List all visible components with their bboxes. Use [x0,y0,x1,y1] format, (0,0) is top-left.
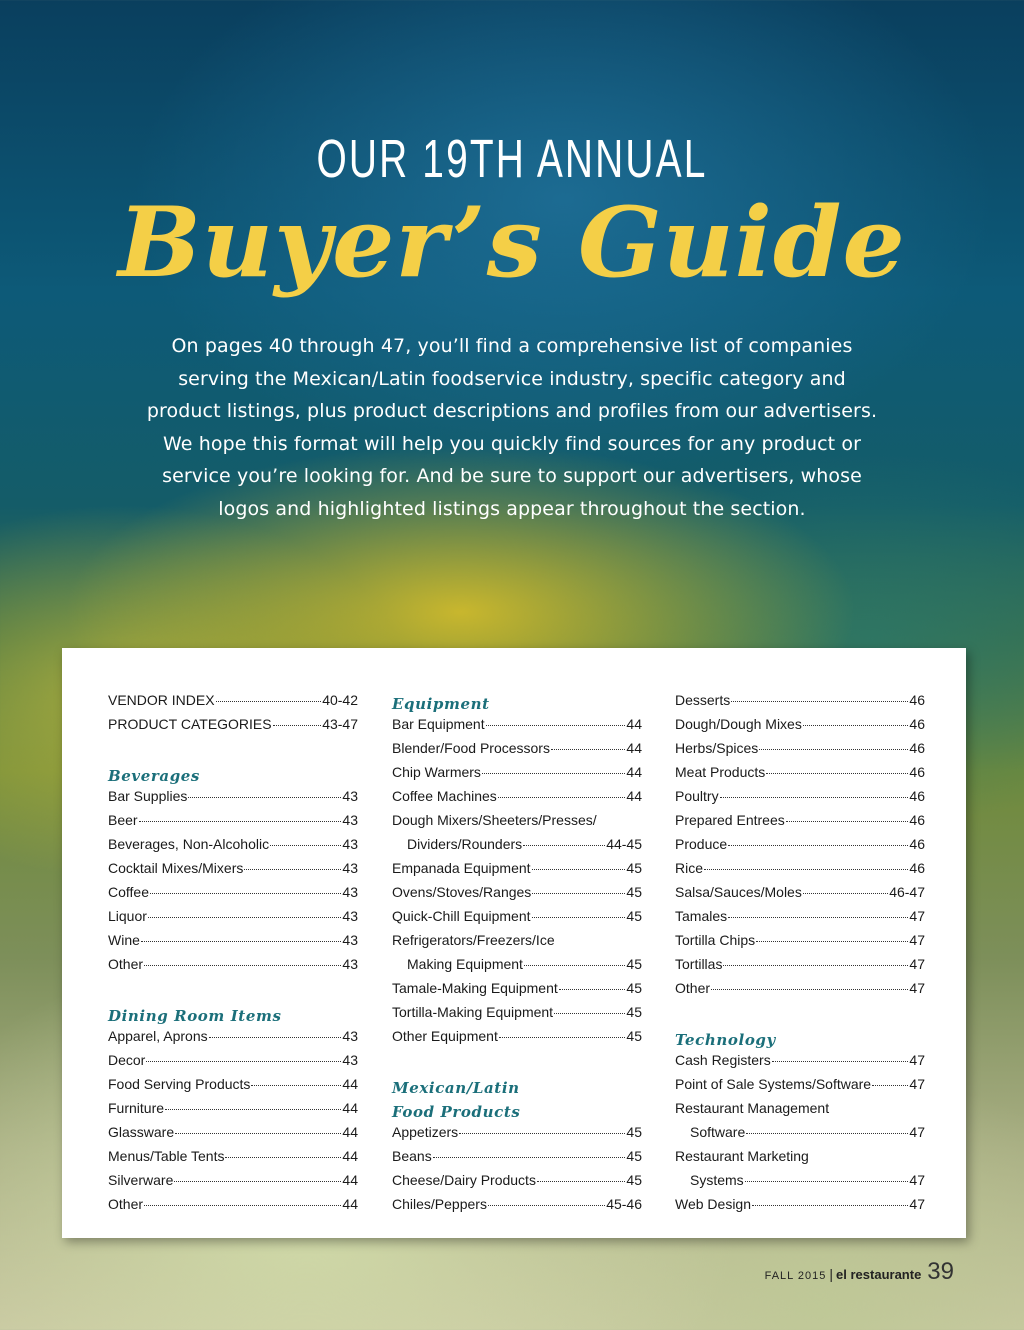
dot-leader [756,941,908,942]
entry-label: Restaurant Management [675,1100,830,1116]
entry-label: Furniture [108,1100,165,1116]
index-entry [392,812,642,836]
page-footer [765,1258,954,1288]
entry-label: Poultry [675,788,719,804]
entry-label: Prepared Entrees [675,812,785,828]
dot-leader [532,869,626,870]
index-column-1 [108,692,358,1220]
page-number: 39 [927,1258,954,1285]
entry-label: Beverages, Non-Alcoholic [108,836,270,852]
dot-leader [772,1061,909,1062]
spacer [675,1004,925,1028]
entry-label: Cash Registers [675,1052,771,1068]
entry-label: PRODUCT CATEGORIES [108,716,272,732]
entry-page: 43 [342,836,358,852]
entry-page: 47 [909,956,925,972]
index-entry [675,908,925,932]
index-entry [392,980,642,1004]
entry-page: 46 [909,740,925,756]
entry-page: 47 [909,908,925,924]
index-entry [392,788,642,812]
index-entry [392,932,642,956]
entry-page: 44 [342,1196,358,1212]
dot-leader [554,1013,625,1014]
index-entry [108,860,358,884]
entry-page: 47 [909,980,925,996]
entry-page: 44 [626,716,642,732]
entry-label: Web Design [675,1196,752,1212]
entry-label: Making Equipment [407,956,523,972]
index-entry [108,1028,358,1052]
entry-label: Other [675,980,711,996]
entry-page: 47 [909,932,925,948]
entry-label: Other [108,956,144,972]
index-entry [675,836,925,860]
dot-leader [728,845,908,846]
category-heading-mexican-latin: Mexican/Latin [392,1079,520,1097]
entry-label: Ovens/Stoves/Ranges [392,884,532,900]
entry-page: 45 [626,1004,642,1020]
index-entry [392,836,642,860]
entry-label: VENDOR INDEX [108,692,215,708]
dot-leader [786,821,909,822]
dot-leader [759,749,908,750]
entry-label: Menus/Table Tents [108,1148,225,1164]
dot-leader [711,989,908,990]
entry-label: Quick-Chill Equipment [392,908,531,924]
entry-page: 45 [626,908,642,924]
index-entry [675,1076,925,1100]
entry-label: Dividers/Rounders [407,836,523,852]
dot-leader [766,773,908,774]
index-entry [108,788,358,812]
entry-label: Software [690,1124,746,1140]
dot-leader [537,1181,625,1182]
entry-label: Other Equipment [392,1028,498,1044]
entry-label: Restaurant Marketing [675,1148,809,1164]
entry-page: 46 [909,860,925,876]
entry-label: Dough Mixers/Sheeters/Presses/ [392,812,597,828]
index-entry [108,956,358,980]
index-entry [675,1196,925,1220]
spacer [392,1052,642,1076]
index-entry [108,812,358,836]
index-entry [675,764,925,788]
entry-page: 46 [909,716,925,732]
entry-page: 44 [342,1124,358,1140]
entry-label: Tortilla Chips [675,932,756,948]
entry-page: 45-46 [606,1196,642,1212]
entry-page: 45 [626,1148,642,1164]
entry-page: 45 [626,1028,642,1044]
dot-leader [144,1205,341,1206]
entry-page: 47 [909,1172,925,1188]
dot-leader [150,893,341,894]
index-entry [675,932,925,956]
entry-label: Bar Equipment [392,716,485,732]
dot-leader [188,797,341,798]
index-entry [392,884,642,908]
dot-leader [175,1133,341,1134]
index-entry [108,932,358,956]
entry-page: 44 [342,1148,358,1164]
dot-leader [723,965,908,966]
entry-label: Systems [690,1172,744,1188]
index-entry [392,740,642,764]
entry-page: 44 [626,764,642,780]
index-entry [108,884,358,908]
index-entry [108,692,358,716]
entry-page: 43 [342,884,358,900]
dot-leader [165,1109,341,1110]
dot-leader [144,965,341,966]
index-entry [108,908,358,932]
index-entry [108,1100,358,1124]
dot-leader [720,797,909,798]
dot-leader [488,1205,605,1206]
dot-leader [244,869,341,870]
dot-leader [209,1037,342,1038]
index-entry [108,1196,358,1220]
entry-page: 46 [909,788,925,804]
dot-leader [139,821,342,822]
index-column-3 [675,692,925,1220]
index-entry [392,1004,642,1028]
entry-label: Coffee Machines [392,788,497,804]
dot-leader [551,749,625,750]
entry-label: Chip Warmers [392,764,481,780]
entry-label: Other [108,1196,144,1212]
category-heading-technology: Technology [675,1031,776,1049]
dot-leader [746,1133,908,1134]
entry-page: 43 [342,1052,358,1068]
entry-label: Tamales [675,908,728,924]
index-column-2 [392,692,642,1220]
dot-leader [532,917,626,918]
entry-page: 44 [626,788,642,804]
index-panel [62,648,966,1238]
entry-label: Herbs/Spices [675,740,759,756]
entry-page: 46-47 [889,884,925,900]
entry-page: 47 [909,1052,925,1068]
index-entry [675,788,925,812]
index-entry [675,1100,925,1124]
entry-label: Beans [392,1148,432,1164]
index-entry [392,716,642,740]
dot-leader [433,1157,626,1158]
dot-leader [251,1085,341,1086]
entry-label: Silverware [108,1172,174,1188]
entry-page: 43 [342,932,358,948]
entry-label: Desserts [675,692,731,708]
index-entry [392,1172,642,1196]
index-entry [675,1148,925,1172]
entry-label: Rice [675,860,704,876]
index-entry [675,980,925,1004]
index-entry [675,692,925,716]
category-heading-food-products: Food Products [392,1103,521,1121]
magazine-name: el restaurante [836,1267,922,1282]
index-entry [675,1172,925,1196]
index-entry [675,884,925,908]
dot-leader [216,701,322,702]
index-entry [675,812,925,836]
entry-page: 46 [909,764,925,780]
dot-leader [523,845,605,846]
entry-page: 46 [909,692,925,708]
page-title: Buyer’s Guide [118,186,906,299]
entry-label: Cheese/Dairy Products [392,1172,536,1188]
spacer [108,740,358,764]
entry-label: Chiles/Peppers [392,1196,487,1212]
index-entry [392,908,642,932]
dot-leader [803,725,909,726]
entry-page: 44 [626,740,642,756]
entry-label: Empanada Equipment [392,860,531,876]
entry-page: 45 [626,980,642,996]
category-heading-dining-room: Dining Room Items [108,1007,282,1025]
index-entry [392,1124,642,1148]
entry-label: Liquor [108,908,147,924]
entry-page: 43 [342,812,358,828]
index-entry [108,1124,358,1148]
dot-leader [532,893,625,894]
entry-label: Meat Products [675,764,766,780]
index-entry [108,1076,358,1100]
index-entry [108,1172,358,1196]
category-heading-equipment: Equipment [392,695,490,713]
entry-label: Glassware [108,1124,175,1140]
index-entry [392,1028,642,1052]
category-heading-beverages: Beverages [108,767,200,785]
dot-leader [146,1061,341,1062]
entry-page: 43 [342,956,358,972]
dot-leader [559,989,626,990]
index-entry [108,716,358,740]
index-entry [108,836,358,860]
index-entry [675,1052,925,1076]
spacer [108,980,358,1004]
index-entry [392,860,642,884]
issue-label: FALL 2015 [764,1270,827,1282]
entry-label: Tortilla-Making Equipment [392,1004,554,1020]
entry-label: Tamale-Making Equipment [392,980,558,996]
index-entry [675,740,925,764]
dot-leader [273,725,322,726]
entry-page: 47 [909,1076,925,1092]
index-entry [392,1148,642,1172]
entry-label: Decor [108,1052,146,1068]
dot-leader [270,845,341,846]
dot-leader [745,1181,909,1182]
dot-leader [225,1157,341,1158]
entry-page: 45 [626,956,642,972]
entry-page: 44-45 [606,836,642,852]
dot-leader [524,965,625,966]
entry-page: 46 [909,812,925,828]
entry-label: Point of Sale Systems/Software [675,1076,872,1092]
entry-page: 43 [342,1028,358,1044]
index-entry [675,956,925,980]
dot-leader [148,917,342,918]
entry-page: 47 [909,1124,925,1140]
entry-page: 47 [909,1196,925,1212]
entry-label: Appetizers [392,1124,459,1140]
entry-page: 43 [342,908,358,924]
index-entry [108,1148,358,1172]
entry-label: Wine [108,932,140,948]
index-entry [392,956,642,980]
index-entry [392,764,642,788]
dot-leader [459,1133,625,1134]
index-entry [108,1052,358,1076]
dot-leader [728,917,908,918]
entry-label: Food Serving Products [108,1076,251,1092]
entry-label: Salsa/Sauces/Moles [675,884,802,900]
entry-label: Blender/Food Processors [392,740,550,756]
entry-label: Dough/Dough Mixes [675,716,802,732]
dot-leader [486,725,626,726]
entry-page: 45 [626,884,642,900]
entry-label: Tortillas [675,956,723,972]
index-entry [675,1124,925,1148]
dot-leader [731,701,908,702]
dot-leader [704,869,908,870]
entry-label: Bar Supplies [108,788,188,804]
entry-page: 45 [626,1172,642,1188]
entry-page: 43 [342,860,358,876]
dot-leader [498,797,626,798]
entry-page: 43-47 [322,716,358,732]
entry-page: 43 [342,788,358,804]
footer-separator: | [829,1266,834,1282]
dot-leader [482,773,625,774]
index-entry [675,716,925,740]
entry-page: 40-42 [322,692,358,708]
entry-page: 46 [909,836,925,852]
entry-label: Cocktail Mixes/Mixers [108,860,244,876]
intro-paragraph: On pages 40 through 47, you’ll find a comprehensive list of companies serving the Mexican/Latin foodservice industry, specific category and product listings, plus product descriptions and profiles from our advertisers. We hope this format will help you quickly find sources for any product or service you’re looking for. And be sure to support our advertisers, whose logos and highlighted listings appear throughout the section. [146,335,878,520]
entry-label: Produce [675,836,728,852]
entry-page: 44 [342,1076,358,1092]
dot-leader [174,1181,341,1182]
entry-label: Refrigerators/Freezers/Ice [392,932,555,948]
dot-leader [141,941,342,942]
dot-leader [803,893,888,894]
entry-page: 45 [626,860,642,876]
entry-label: Beer [108,812,138,828]
index-entry [392,1196,642,1220]
entry-label: Coffee [108,884,149,900]
entry-page: 45 [626,1124,642,1140]
dot-leader [499,1037,626,1038]
entry-page: 44 [342,1172,358,1188]
entry-label: Apparel, Aprons [108,1028,208,1044]
dot-leader [752,1205,908,1206]
entry-page: 44 [342,1100,358,1116]
index-entry [675,860,925,884]
kicker-heading: OUR 19TH ANNUAL [316,129,708,189]
dot-leader [872,1085,908,1086]
